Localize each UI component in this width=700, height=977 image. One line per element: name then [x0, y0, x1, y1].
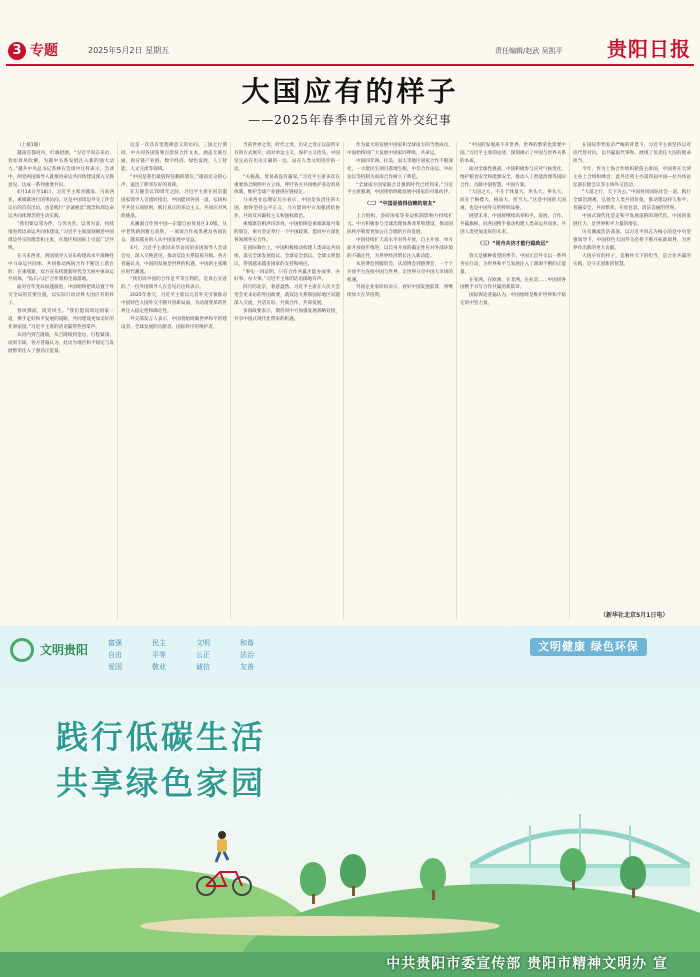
article-paragraph: 今年，作为上海合作组织轮值主席国，中国将在天津主办上合组织峰会；此外还将主办第四届中国—拉共体论坛部长级会议等主场外交活动。: [573, 166, 691, 188]
article-paragraph: 在国际形势复杂严峻的背景下，习近平主席坚持以对话代替对抗、以共赢取代零和，展现了负责任大国的使命担当。: [573, 143, 691, 164]
core-value: 诚信: [196, 663, 210, 671]
ad-headline-line-1: 践行低碳生活: [56, 718, 267, 756]
article-paragraph: 作为最大的发展中国家和全球南方的当然成员，中国始终同广大发展中国家同呼吸、共命运。: [347, 143, 453, 156]
tree-icon: [340, 854, 366, 888]
column-divider: [456, 142, 457, 620]
article-paragraph: 展望未来，中国将继续高举和平、发展、合作、共赢旗帜，同各国携手推动构建人类命运共同体，共创人类更加美好的未来。: [460, 214, 566, 235]
article-column-4: [347, 142, 453, 620]
article-paragraph: 国际舆论普遍认为，中国始终是维护世界和平稳定的中坚力量。: [460, 293, 566, 307]
article-paragraph: 柬埔寨首相洪玛奈说，中国始终是柬埔寨最可靠的朋友，柬方坚定奉行一个中国政策，愿同中方深化各领域务实合作。: [234, 222, 340, 243]
article-paragraph: 这是一次具有里程碑意义的访问。三国之行期间，中方同各国签署百余份合作文本，涵盖互联互通、供应链产业链、数字经济、绿色发展、人工智能、人文交流等领域。: [121, 143, 227, 172]
article-paragraph: “大国之大，不在于体量大、块头大、拳头大，而在于胸襟大、格局大、担当大。”这是中国的大国观，也是中国外交的鲜明品格。: [460, 190, 566, 212]
article-paragraph: 面对百年变局加速演进，中国始终把周边置于外交全局的首要位置，以实际行动诠释大国应有的样子。: [8, 285, 114, 307]
tree-trunk-icon: [352, 886, 355, 896]
core-value: 和谐: [240, 639, 254, 647]
article-paragraph: 从河内到吉隆坡，从吉隆坡到金边，行程紧凑、成果丰硕。各方普遍认为，此访为地区和平稳定与发展繁荣注入了强劲正能量。: [8, 332, 114, 354]
core-value: 文明: [196, 639, 210, 647]
tree-icon: [300, 862, 326, 896]
article-paragraph: 中国持续扩大高水平对外开放，自主开放、单方面开放稳步推进，以自身开放的确定性应对外部环境的不确定性，为世界经济增长注入新动能。: [347, 237, 453, 259]
article-subtitle: ——2025年春季中国元首外交纪事: [248, 113, 452, 127]
article-paragraph: “中国是我们最值得信赖的朋友。”越南民众的心声，道出了睦邻友好的真谛。: [121, 174, 227, 188]
core-value: 公正: [196, 651, 210, 659]
article-column-2: [121, 142, 227, 620]
article-paragraph: 当前世界之变、时代之变、历史之变正以前所未有的方式展开。面对单边主义、保护主义抬头，中国坚定站在历史正确的一边，站在人类文明进步的一边。: [234, 143, 340, 172]
article-paragraph: “中国的发展离不开世界，世界的繁荣也需要中国。”习近平主席的论述，深刻揭示了中国与世界关系的本质。: [460, 143, 566, 164]
article-paragraph: “全球南方国家联合自强的时代已经到来。”习近平主席强调，中国将始终做发展中国家的可靠伙伴。: [347, 182, 453, 196]
article-paragraph: 中国同非洲、拉美、南太等地区国家合作不断深化，一大批民生项目落地生根，中非合作论坛、中拉论坛等机制为南南合作树立了典范。: [347, 158, 453, 180]
article-paragraph: 历史潮流浩浩荡荡。以习近平同志为核心的党中央坚强领导下，中国特色大国外交必将不断开拓新境界，为世界作出新的更大贡献。: [573, 229, 691, 251]
header-divider: [6, 64, 694, 66]
article-paragraph: 中国式现代化是走和平发展道路的现代化。中国的发展壮大，是世界和平力量的增长。: [573, 214, 691, 228]
ad-headline: [56, 714, 266, 806]
core-value: 民主: [152, 639, 166, 647]
section-subheading: （二）“中国是值得信赖的朋友”: [364, 201, 436, 208]
article-paragraph: “大道之行，天下为公。”中国将同国际社会一道，践行全球治理观，弘扬全人类共同价值，推动建设持久和平、普遍安全、共同繁荣、开放包容、清洁美丽的世界。: [573, 190, 691, 212]
article-paragraph: 从进博会到服贸会，从消博会到链博会，一个个开放平台连接中国与世界，让世界分享中国大市场的机遇。: [347, 261, 453, 283]
tree-trunk-icon: [632, 888, 635, 898]
article-paragraph: 在马来西亚，两国领导人宣布构建高水平战略性中马命运共同体，共同推动两国合作不断迈上新台阶；在柬埔寨，双方宣布构建新时代全天候中柬命运共同体，“钻石六边”合作架构全面落地。: [8, 253, 114, 283]
article-paragraph: 越南首都河内，红旗招展。“习近平同志来访，犹如春风吹拂，为越中关系发展注入新的强大动力。”越共中央总书记苏林在会谈中这样表示。会谈中，两党两国领导人就推进命运共同体建设深入交换意见，达成一系列重要共识。: [8, 150, 114, 188]
core-values-grid: [108, 638, 308, 672]
article-paragraph: 大国应有的样子，是胸怀天下的担当，是合作共赢的实践，是守正创新的智慧。: [573, 253, 691, 267]
tree-icon: [420, 858, 446, 892]
article-paragraph: 春天是播种希望的季节。中国元首外交以一系列务实行动，为世界和平与发展注入了源源不断的正能量。: [460, 253, 566, 275]
article-paragraph: “我们要以邻为伴、与邻为善、以邻为富，持续推进周边命运共同体建设。”习近平主席深刻阐述中国周边外交的理念和主张，在地区和国际上引起广泛共鸣。: [8, 222, 114, 251]
tree-trunk-icon: [572, 880, 575, 890]
public-service-ad: [0, 626, 700, 977]
column-divider: [343, 142, 344, 620]
article-column-3: [234, 142, 340, 620]
article-paragraph: （上接1版）: [17, 143, 43, 148]
column-divider: [117, 142, 118, 620]
core-value: 敬业: [152, 663, 166, 671]
bicycle-icon: [196, 858, 252, 898]
core-value: 法治: [240, 651, 254, 659]
section-subheading: （三）“同舟共济才能行稳致远”: [477, 240, 549, 247]
editor-credit: 责任编辑/赵武 吴凯平: [495, 47, 563, 55]
tree-trunk-icon: [432, 890, 435, 900]
section-label: 专题: [30, 43, 58, 59]
article-paragraph: 4月14日至18日，习近平主席对越南、马来西亚、柬埔寨进行国事访问。这是中国周边外交工作会议后的首次出访，也是践行“亲诚惠容”理念和周边命运共同体理念的生动实践。: [8, 190, 114, 220]
core-value: 富强: [108, 639, 122, 647]
article-column-1: [8, 142, 114, 620]
core-value: 自由: [108, 651, 122, 659]
ad-headline-line-2: 共享绿色家园: [56, 764, 267, 802]
civilization-logo-icon: [10, 638, 34, 662]
tree-icon: [620, 856, 646, 890]
tree-icon: [560, 848, 586, 882]
article-paragraph: “我们同中国的合作是平等互利的，是真心实意的。”一位外国领导人在会见后这样表示。: [121, 277, 227, 291]
article-paragraph: 在万隆会议70周年之际，习近平主席在同东盟国家领导人交流时指出，中国愿同各国一道，弘扬和平共处五项原则，践行真正的多边主义，共同应对风险挑战。: [121, 190, 227, 220]
page-number: 3: [8, 42, 26, 60]
article-paragraph: 在国际舞台上，中国积极推动构建人类命运共同体，落实全球发展倡议、全球安全倡议、全球文明倡议，得到越来越多国家的支持和响应。: [234, 245, 340, 267]
article-paragraph: 4月，习近平主席同来华访问的多国领导人会谈会见，深入交换意见，推动双边关系提质升级。各方普遍认为，中国的发展是世界的机遇，中国的主张顺应时代潮流。: [121, 245, 227, 275]
article-paragraph: 外国企业家纷纷表示，看好中国发展前景，将继续加大在华投资。: [347, 285, 453, 299]
article-paragraph: 马来西亚总理安瓦尔表示，中国是负责任的大国，始终坚持公平正义，马方愿同中方加强团结协作，共同反对霸权主义和强权政治。: [234, 198, 340, 220]
article-title: 大国应有的样子: [241, 75, 459, 108]
article-paragraph: 外交部发言人表示，中国将始终做世界和平的建设者、全球发展的贡献者、国际秩序的维护者。: [121, 316, 227, 330]
article-paragraph: “关税战、贸易战没有赢家。”习近平主席多次在重要场合阐明中方立场，呼吁各方共同维护多边贸易体制，维护全球产业链供应链稳定。: [234, 174, 340, 196]
page-header: [0, 0, 700, 70]
core-value: 友善: [240, 663, 254, 671]
issue-date: 2025年5月2日 星期五: [88, 46, 170, 55]
article-paragraph: 在亚洲，在欧洲，在非洲，在拉美……中国同各国携手书写合作共赢的新篇章。: [460, 277, 566, 291]
path-illustration: [140, 916, 500, 936]
article-paragraph: “事实一再证明，只有合作共赢才能办成事、办好事、办大事。”习近平主席的话语掷地有声。: [234, 269, 340, 283]
column-divider: [569, 142, 570, 620]
article-paragraph: 多国政要表示，期待同中方加强发展战略对接，共享中国式现代化带来的机遇。: [234, 309, 340, 322]
article-source: （新华社北京5月1日电）: [600, 612, 669, 619]
article-paragraph: 面对全球性挑战，中国积极参与应对气候变化、维护粮食安全和能源安全、推动人工智能治理等国际合作，贡献中国智慧、中国方案。: [460, 166, 566, 188]
article-column-6: [573, 142, 691, 620]
article-paragraph: 四月的北京，春意盎然。习近平主席在人民大会堂会见来访的外国政要，就双边关系和国际地区问题深入交流，共话友谊、共商合作、共谋发展。: [234, 285, 340, 307]
tree-trunk-icon: [312, 894, 315, 904]
core-value: 爱国: [108, 663, 122, 671]
article-paragraph: 上合组织、金砖国家等多边机制影响力持续扩大。中方积极参与全球治理体系改革和建设，推动国际秩序朝着更加公正合理的方向发展。: [347, 214, 453, 236]
article-paragraph: 从澜湄合作到中国—东盟自由贸易区3.0版，从中老铁路到雅万高铁，一项项合作成果惠及各国民众，越来越多的人从中国发展中受益。: [121, 222, 227, 243]
ad-credit: 中共贵阳市委宣传部 贵阳市精神文明办 宣: [386, 956, 668, 972]
article-paragraph: 春风拂面，谈笑风生。“我们愿同周边国家一道，携手走好和平发展的道路，共同建设更加美好的亚洲家园。”习近平主席的话语赢得热烈掌声。: [8, 309, 114, 330]
column-divider: [230, 142, 231, 620]
ad-logo-text: 文明贵阳: [40, 643, 89, 657]
newspaper-logo: 贵阳日报: [607, 37, 691, 61]
core-value: 平等: [152, 651, 166, 659]
article-paragraph: 2025年春天，习近平主席以元首外交引领推动中国特色大国外交不断开创新局面，为动荡变革的世界注入稳定性和确定性。: [121, 293, 227, 315]
ad-slogan: 文明健康 绿色环保: [530, 638, 647, 656]
article-column-5: [460, 142, 566, 620]
